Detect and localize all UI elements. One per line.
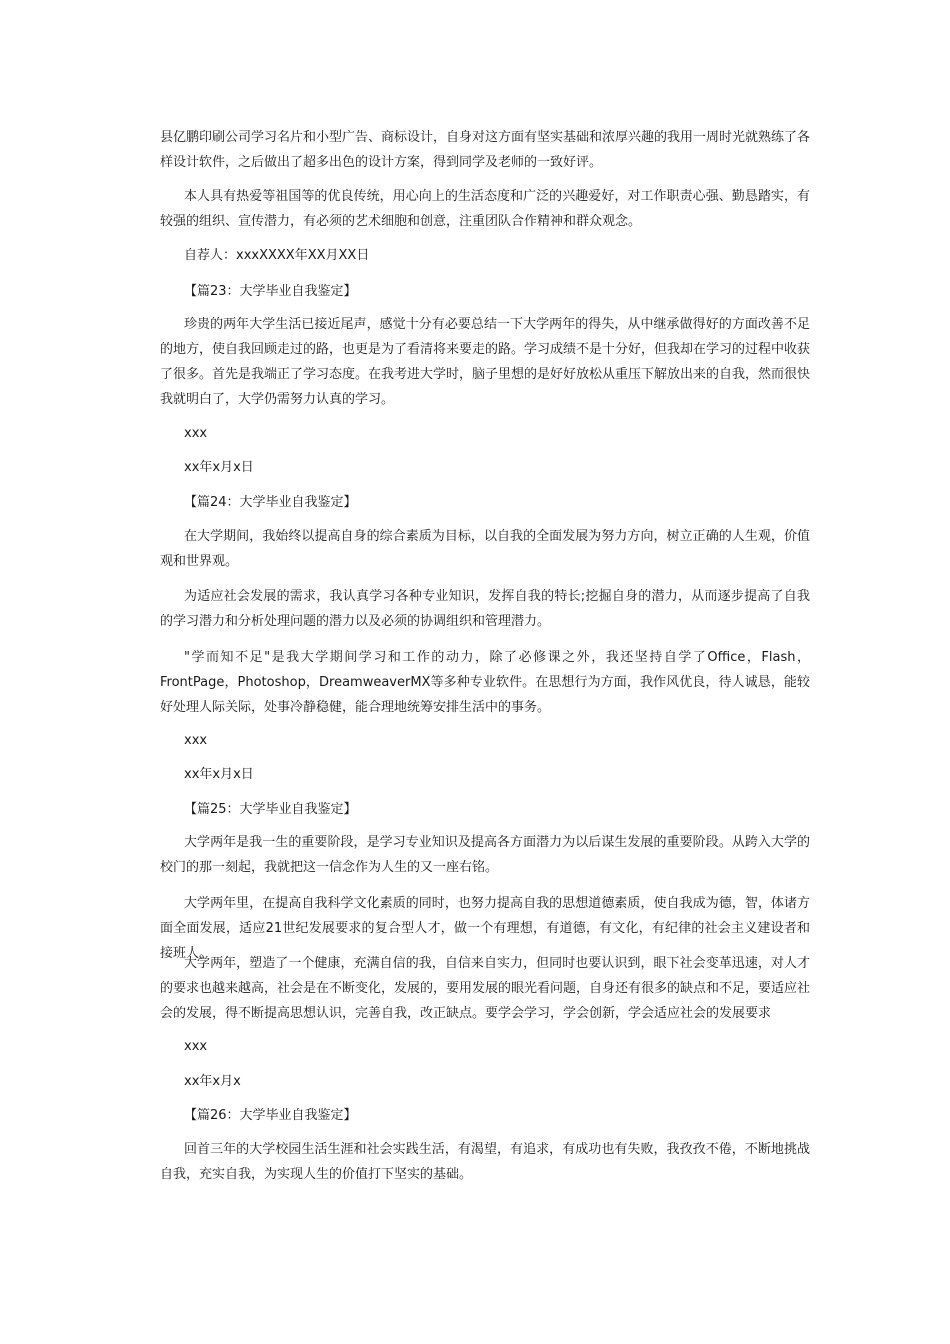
author-name: xxx (184, 426, 208, 441)
paragraph-section-25-stage: 大学两年是我一生的重要阶段，是学习专业知识及提高各方面潜力为以后谋生发展的重要阶段。从跨入大学的校门的那一刻起，我就把这一信念作为人生的又一座右铭。 (160, 835, 810, 875)
section-heading-25: 【篇25：大学毕业自我鉴定】 (184, 802, 357, 817)
paragraph-self-description: 本人具有热爱等祖国等的优良传统，用心向上的生活态度和广泛的兴趣爱好，对工作职责心强、勤恳踏实，有较强的组织、宣传潜力，有必须的艺术细胞和创意，注重团队合作精神和群众观念。 (160, 189, 810, 229)
paragraph-section-23-body: 珍贵的两年大学生活已接近尾声，感觉十分有必要总结一下大学两年的得失，从中继承做得好的方面改善不足的地方，使自我回顾走过的路，也更是为了看清将来要走的路。学习成绩不是十分好，但我却在学习的过程中收获了很多。首先是我端正了学习态度。在我考进大学时，脑子里想的是好好放松从重压下解放出来的自我，然而很快我就明白了，大学仍需努力认真的学习。 (160, 317, 811, 407)
paragraph-section-25-quality: 大学两年里，在提高自我科学文化素质的同时，也努力提高自我的思想道德素质，使自我成为德，智，体诸方面全面发展，适应21世纪发展要求的复合型人才，做一个有理想，有道德，有文化，有纪律的社会主义建设者和接班人。 (160, 896, 810, 961)
paragraph-section-24-goal: 在大学期间，我始终以提高自身的综合素质为目标，以自我的全面发展为努力方向，树立正确的人生观，价值观和世界观。 (160, 529, 810, 569)
signature-line: 自荐人：xxxXXXX年XX月XX日 (184, 248, 370, 263)
section-heading-26: 【篇26：大学毕业自我鉴定】 (184, 1108, 357, 1123)
date-line: xx年x月x日 (184, 460, 254, 475)
section-heading-24: 【篇24：大学毕业自我鉴定】 (184, 495, 357, 510)
author-name: xxx (184, 1039, 208, 1054)
paragraph-section-24-skills: "学而知不足"是我大学期间学习和工作的动力，除了必修课之外，我还坚持自学了Office，Flash，FrontPage，Photoshop，DreamweaverMX等多种专业软件。在思想行为方面，我作风优良，待人诚恳，能较好处理人际关际，处事冷静稳健，能合理地统筹安排生活中的事务。 (160, 650, 810, 715)
date-line: xx年x月x日 (184, 767, 254, 782)
section-heading-23: 【篇23：大学毕业自我鉴定】 (184, 284, 357, 299)
date-line: xx年x月x (184, 1074, 241, 1089)
paragraph-print-company: 县亿鹏印刷公司学习名片和小型广告、商标设计，自身对这方面有坚实基础和浓厚兴趣的我用一周时光就熟练了各样设计软件，之后做出了超多出色的设计方案，得到同学及老师的一致好评。 (160, 130, 811, 170)
paragraph-section-25-confidence: 大学两年，塑造了一个健康，充满自信的我，自信来自实力，但同时也要认识到，眼下社会变革迅速，对人才的要求也越来越高，社会是在不断变化，发展的，要用发展的眼光看问题，自身还有很多的缺点和不足，要适应社会的发展，得不断提高思想认识，完善自我，改正缺点。要学会学习，学会创新，学会适应社会的发展要求 (160, 956, 811, 1021)
author-name: xxx (184, 733, 208, 748)
paragraph-section-26-body: 回首三年的大学校园生活生涯和社会实践生活，有渴望，有追求，有成功也有失败，我孜孜不倦，不断地挑战自我，充实自我，为实现人生的价值打下坚实的基础。 (160, 1142, 810, 1182)
paragraph-section-24-study: 为适应社会发展的需求，我认真学习各种专业知识，发挥自我的特长;挖掘自身的潜力，从而逐步提高了自我的学习潜力和分析处理问题的潜力以及必须的协调组织和管理潜力。 (160, 589, 810, 629)
